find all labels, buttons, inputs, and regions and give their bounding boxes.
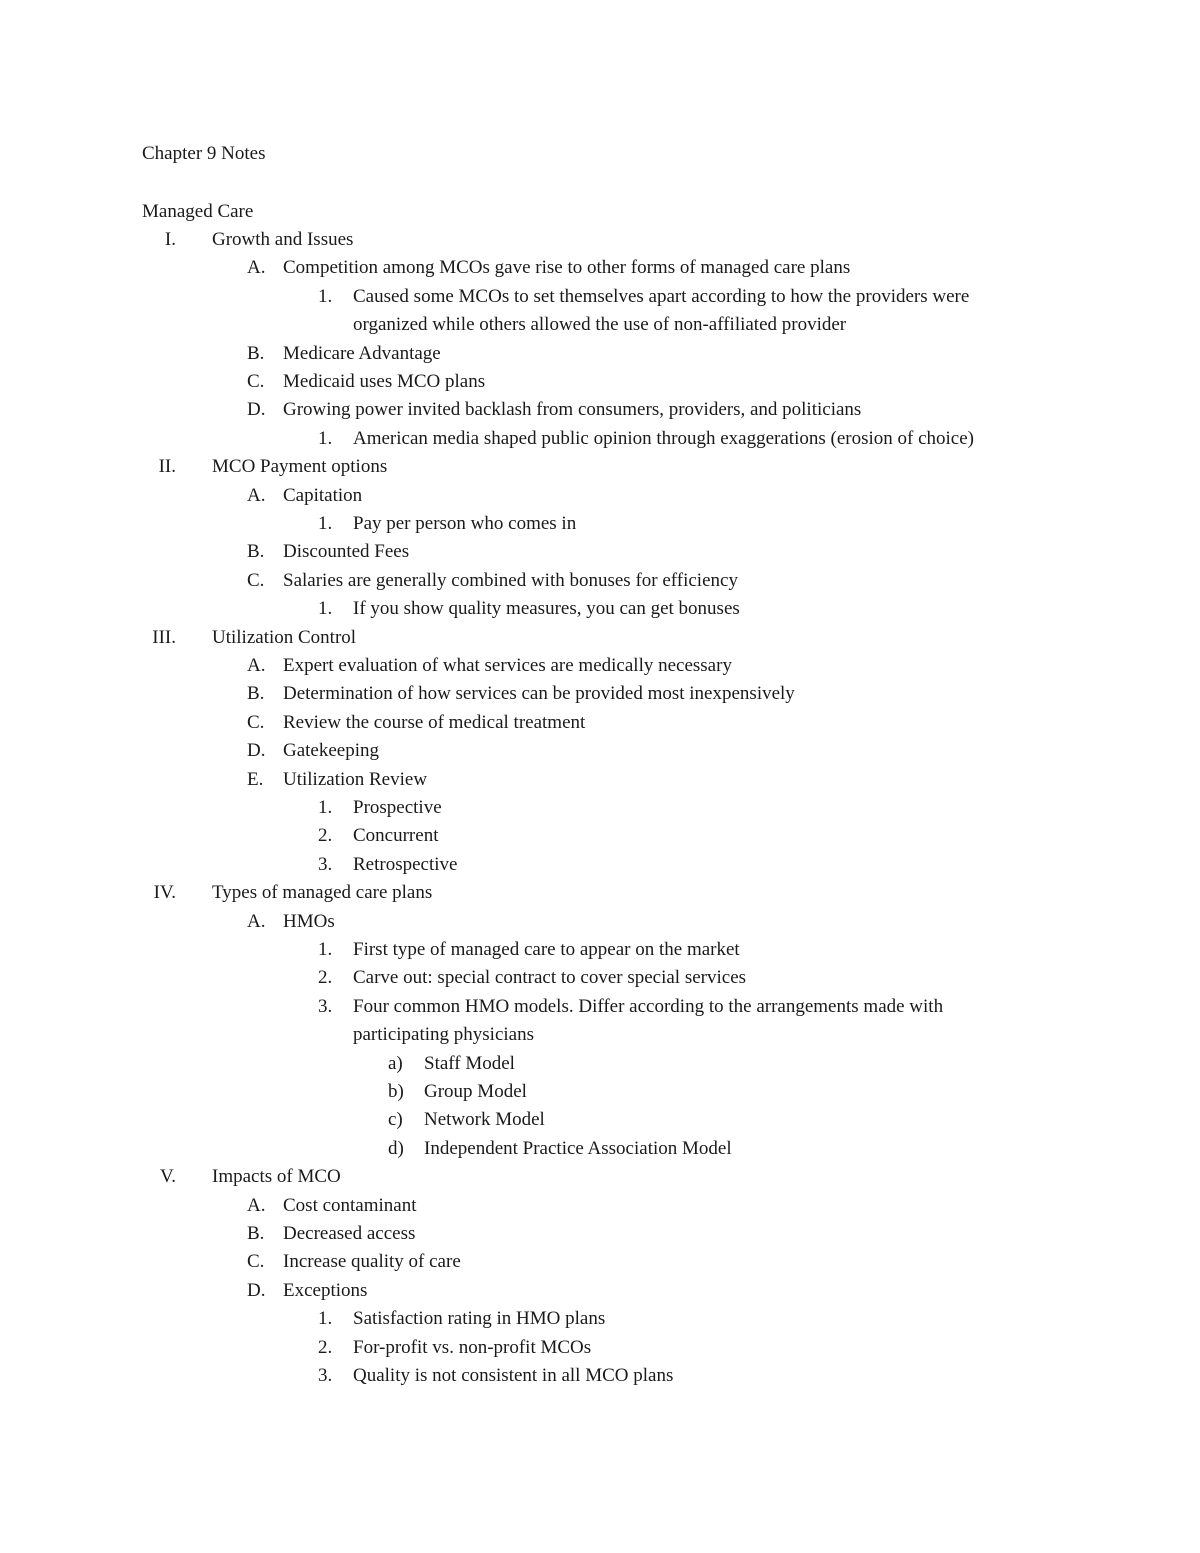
- outline-marker: c): [388, 1109, 403, 1131]
- outline-item-level-2: [0, 254, 1200, 282]
- outline-marker: IV.: [153, 882, 176, 904]
- outline-item-level-2: [0, 567, 1200, 595]
- outline-marker: 3.: [318, 995, 333, 1017]
- outline-text: Network Model: [424, 1109, 545, 1131]
- outline-text: Pay per person who comes in: [353, 513, 577, 534]
- outline-item-level-2: [0, 737, 1200, 765]
- outline-marker: 2.: [318, 967, 333, 989]
- outline-item-level-2: [0, 396, 1200, 424]
- outline-item-level-4: [0, 1050, 1200, 1078]
- outline-marker: II.: [158, 456, 176, 478]
- outline-text: First type of managed care to appear on the market: [353, 939, 740, 960]
- outline-item-level-3: [0, 595, 1200, 623]
- outline-marker: 1.: [318, 797, 333, 818]
- outline-marker: 2.: [318, 1336, 333, 1358]
- outline-item-level-2: [0, 652, 1200, 680]
- outline-item-level-1: [0, 1163, 1200, 1191]
- outline-item-level-3: [0, 1334, 1200, 1362]
- outline-item-level-3: [0, 993, 1200, 1021]
- outline-text: Competition among MCOs gave rise to other forms of managed care plans: [283, 257, 851, 279]
- outline-item-level-2: [0, 1192, 1200, 1220]
- outline-text: Utilization Review: [283, 768, 428, 790]
- outline-text: Quality is not consistent in all MCO plans: [353, 1365, 674, 1386]
- outline-item-level-2: [0, 340, 1200, 368]
- outline-marker: D.: [247, 740, 266, 762]
- outline-text: Determination of how services can be provided most inexpensively: [283, 683, 795, 705]
- outline-text: Prospective: [353, 797, 442, 818]
- outline-item-level-2: [0, 766, 1200, 794]
- outline-marker: I.: [164, 229, 176, 250]
- outline-text: American media shaped public opinion through exaggerations (erosion of choice): [353, 427, 974, 449]
- outline-text: Group Model: [424, 1081, 527, 1102]
- outline-item-level-2: [0, 680, 1200, 708]
- outline-item-level-1: [0, 879, 1200, 907]
- outline-text: Exceptions: [283, 1279, 368, 1301]
- outline-marker: 1.: [318, 939, 333, 960]
- outline-marker: C.: [247, 569, 265, 591]
- outline-marker: 1.: [318, 285, 333, 307]
- outline-marker: C.: [247, 1251, 265, 1273]
- outline-text: Carve out: special contract to cover special services: [353, 967, 747, 989]
- section-heading: Managed Care: [142, 201, 254, 222]
- outline-marker: 3.: [318, 853, 333, 875]
- outline-marker: E.: [247, 768, 264, 790]
- outline-marker: A.: [247, 655, 266, 676]
- outline-marker: 1.: [318, 513, 333, 534]
- outline-marker: D.: [247, 399, 266, 421]
- outline-item-level-4: [0, 1106, 1200, 1134]
- outline-marker: A.: [247, 1194, 266, 1216]
- outline-marker: 2.: [318, 825, 333, 847]
- outline-item-level-3: [0, 311, 1200, 339]
- outline-text: HMOs: [283, 910, 335, 932]
- outline-item-level-3: [0, 936, 1200, 964]
- outline-text: Discounted Fees: [283, 541, 410, 563]
- outline-text: Cost contaminant: [283, 1194, 417, 1216]
- outline-text: If you show quality measures, you can get bonuses: [353, 598, 740, 620]
- outline-item-level-2: [0, 908, 1200, 936]
- outline-text: Concurrent: [353, 825, 439, 847]
- outline-marker: C.: [247, 371, 265, 392]
- outline-text: Retrospective: [353, 853, 458, 875]
- outline-marker: D.: [247, 1279, 266, 1301]
- outline-marker: d): [388, 1137, 404, 1159]
- outline-marker: B.: [247, 683, 265, 705]
- outline-item-level-3: [0, 425, 1200, 453]
- outline-item-level-2: [0, 1248, 1200, 1276]
- outline-text: Staff Model: [424, 1052, 515, 1074]
- outline-item-level-1: [0, 453, 1200, 481]
- outline-text: Increase quality of care: [283, 1251, 461, 1273]
- outline-item-level-2: [0, 538, 1200, 566]
- outline-item-level-2: [0, 368, 1200, 396]
- outline-text: MCO Payment options: [212, 456, 388, 478]
- outline-text: Caused some MCOs to set themselves apart according to how the providers were: [353, 285, 970, 307]
- outline-text: Utilization Control: [212, 626, 357, 648]
- outline-text: Types of managed care plans: [212, 882, 433, 904]
- outline-item-level-2: [0, 709, 1200, 737]
- outline-item-level-3: [0, 964, 1200, 992]
- outline-marker: 1.: [318, 598, 333, 620]
- outline-item-level-1: [0, 624, 1200, 652]
- outline-text: Independent Practice Association Model: [424, 1137, 732, 1159]
- page-title: Chapter 9 Notes: [142, 143, 266, 164]
- outline-text: Capitation: [283, 484, 363, 506]
- outline-marker: A.: [247, 257, 266, 279]
- outline-text: For-profit vs. non-profit MCOs: [353, 1336, 592, 1358]
- outline-item-level-3: [0, 1305, 1200, 1333]
- outline-item-level-4: [0, 1135, 1200, 1163]
- outline-marker: 1.: [318, 427, 333, 449]
- outline-text: Gatekeeping: [283, 740, 380, 762]
- outline-marker: 1.: [318, 1308, 333, 1330]
- outline-item-level-3: [0, 283, 1200, 311]
- outline-text: Salaries are generally combined with bonuses for efficiency: [283, 569, 738, 591]
- outline-item-level-4: [0, 1078, 1200, 1106]
- outline-marker: A.: [247, 910, 266, 932]
- outline-item-level-3: [0, 510, 1200, 538]
- outline-marker: b): [388, 1081, 404, 1102]
- outline-text: Growth and Issues: [212, 229, 354, 250]
- outline-item-level-3: [0, 794, 1200, 822]
- outline-marker: C.: [247, 711, 265, 733]
- outline-text: Four common HMO models. Differ according to the arrangements made with: [353, 995, 944, 1017]
- outline-marker: 3.: [318, 1365, 333, 1386]
- outline-item-level-3: [0, 1021, 1200, 1049]
- outline-text: Review the course of medical treatment: [283, 711, 586, 733]
- outline-marker: III.: [152, 626, 176, 648]
- outline-item-level-1: [0, 226, 1200, 254]
- outline-text: Expert evaluation of what services are medically necessary: [283, 655, 732, 676]
- outline-item-level-3: [0, 851, 1200, 879]
- outline-marker: V.: [159, 1166, 176, 1188]
- outline-item-level-3: [0, 1362, 1200, 1390]
- outline-marker: A.: [247, 484, 266, 506]
- outline-item-level-2: [0, 482, 1200, 510]
- outline-marker: a): [388, 1052, 403, 1074]
- outline-item-level-2: [0, 1220, 1200, 1248]
- outline-text: Impacts of MCO: [212, 1166, 341, 1188]
- outline-text-continuation: organized while others allowed the use of non-affiliated provider: [353, 314, 847, 336]
- outline-text: Medicaid uses MCO plans: [283, 371, 486, 392]
- outline-text-continuation: participating physicians: [353, 1024, 534, 1046]
- outline-item-level-3: [0, 822, 1200, 850]
- outline-marker: B.: [247, 541, 265, 563]
- outline-text: Medicare Advantage: [283, 342, 441, 364]
- outline-text: Decreased access: [283, 1223, 416, 1244]
- outline-text: Growing power invited backlash from consumers, providers, and politicians: [283, 399, 862, 421]
- outline-marker: B.: [247, 1223, 265, 1244]
- outline-item-level-2: [0, 1277, 1200, 1305]
- outline-marker: B.: [247, 342, 265, 364]
- outline-text: Satisfaction rating in HMO plans: [353, 1308, 606, 1330]
